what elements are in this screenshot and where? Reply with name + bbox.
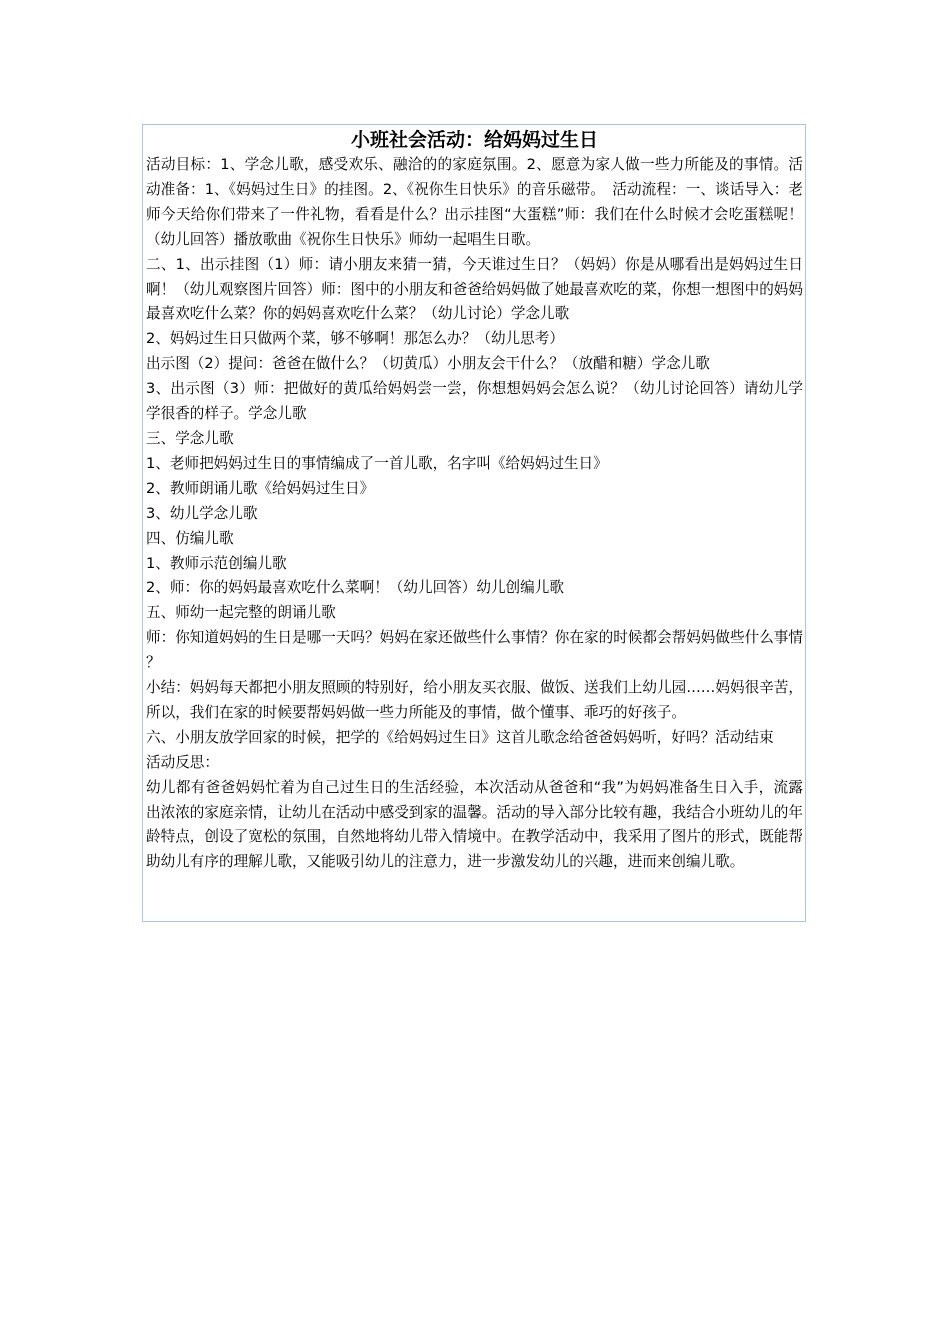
paragraph-picture-two: 出示图（2）提问：爸爸在做什么？（切黄瓜）小朋友会干什么？（放醋和糖）学念儿歌 bbox=[146, 355, 710, 373]
paragraph-goals: 活动目标：1、学念儿歌，感受欢乐、融洽的的家庭氛围。2、愿意为家人做一些力所能及的事情。活动准备：1、《妈妈过生日》的挂图。2、《祝你生日快乐》的音乐磁带。 活动流程：一、谈话导入：老师今天给你们带来了一件礼物，看看是什么？出示挂图“大蛋糕”师：我们在什么时候才会吃蛋糕呢！（幼儿回答）播放歌曲《祝你生日快乐》师幼一起唱生日歌。 bbox=[146, 156, 803, 248]
paragraph-reflection-heading: 活动反思： bbox=[146, 753, 219, 771]
paragraph-step-two: 二、1、出示挂图（1）师：请小朋友来猜一猜，今天谁过生日？（妈妈）你是从哪看出是妈妈过生日啊！（幼儿观察图片回答）师：图中的小朋友和爸爸给妈妈做了她最喜欢吃的菜，你想一想图中的妈妈最喜欢吃什么菜？你的妈妈喜欢吃什么菜？（幼儿讨论）学念儿歌 bbox=[146, 255, 803, 323]
paragraph-summary: 小结：妈妈每天都把小朋友照顾的特别好，给小朋友买衣服、做饭、送我们上幼儿园……妈妈很辛苦，所以，我们在家的时候要帮妈妈做一些力所能及的事情，做个懂事、乖巧的好孩子。 bbox=[146, 679, 803, 721]
paragraph-three-3: 3、幼儿学念儿歌 bbox=[146, 504, 258, 522]
paragraph-four-1: 1、教师示范创编儿歌 bbox=[146, 554, 287, 572]
paragraph-three-2: 2、教师朗诵儿歌《给妈妈过生日》 bbox=[146, 479, 375, 497]
document-box bbox=[142, 124, 806, 922]
paragraph-section-four: 四、仿编儿歌 bbox=[146, 529, 234, 547]
document-title: 小班社会活动：给妈妈过生日 bbox=[350, 129, 598, 151]
paragraph-five-question: 师：你知道妈妈的生日是哪一天吗？妈妈在家还做些什么事情？你在家的时候都会帮妈妈做些什么事情？ bbox=[146, 629, 803, 672]
paragraph-picture-three: 3、出示图（3）师：把做好的黄瓜给妈妈尝一尝，你想想妈妈会怎么说？（幼儿讨论回答）请幼儿学学很香的样子。学念儿歌 bbox=[146, 380, 803, 423]
paragraph-three-1: 1、老师把妈妈过生日的事情编成了一首儿歌，名字叫《给妈妈过生日》 bbox=[146, 454, 608, 472]
paragraph-section-three: 三、学念儿歌 bbox=[146, 429, 234, 447]
paragraph-section-six: 六、小朋友放学回家的时候，把学的《给妈妈过生日》这首儿歌念给爸爸妈妈听，好吗？活动结束 bbox=[146, 728, 774, 746]
paragraph-section-five: 五、师幼一起完整的朗诵儿歌 bbox=[146, 604, 336, 622]
paragraph-four-2: 2、师：你的妈妈最喜欢吃什么菜啊！（幼儿回答）幼儿创编儿歌 bbox=[146, 579, 564, 597]
paragraph-step-two-2: 2、妈妈过生日只做两个菜，够不够啊！那怎么办？（幼儿思考） bbox=[146, 330, 564, 348]
document-body bbox=[146, 153, 803, 875]
paragraph-reflection: 幼儿都有爸爸妈妈忙着为自己过生日的生活经验，本次活动从爸爸和“我”为妈妈准备生日入手，流露出浓浓的家庭亲情，让幼儿在活动中感受到家的温馨。活动的导入部分比较有趣，我结合小班幼儿的年龄特点，创设了宽松的氛围，自然地将幼儿带入情境中。在教学活动中，我采用了图片的形式，既能帮助幼儿有序的理解儿歌，又能吸引幼儿的注意力，进一步激发幼儿的兴趣，进而来创编儿歌。 bbox=[146, 778, 803, 871]
